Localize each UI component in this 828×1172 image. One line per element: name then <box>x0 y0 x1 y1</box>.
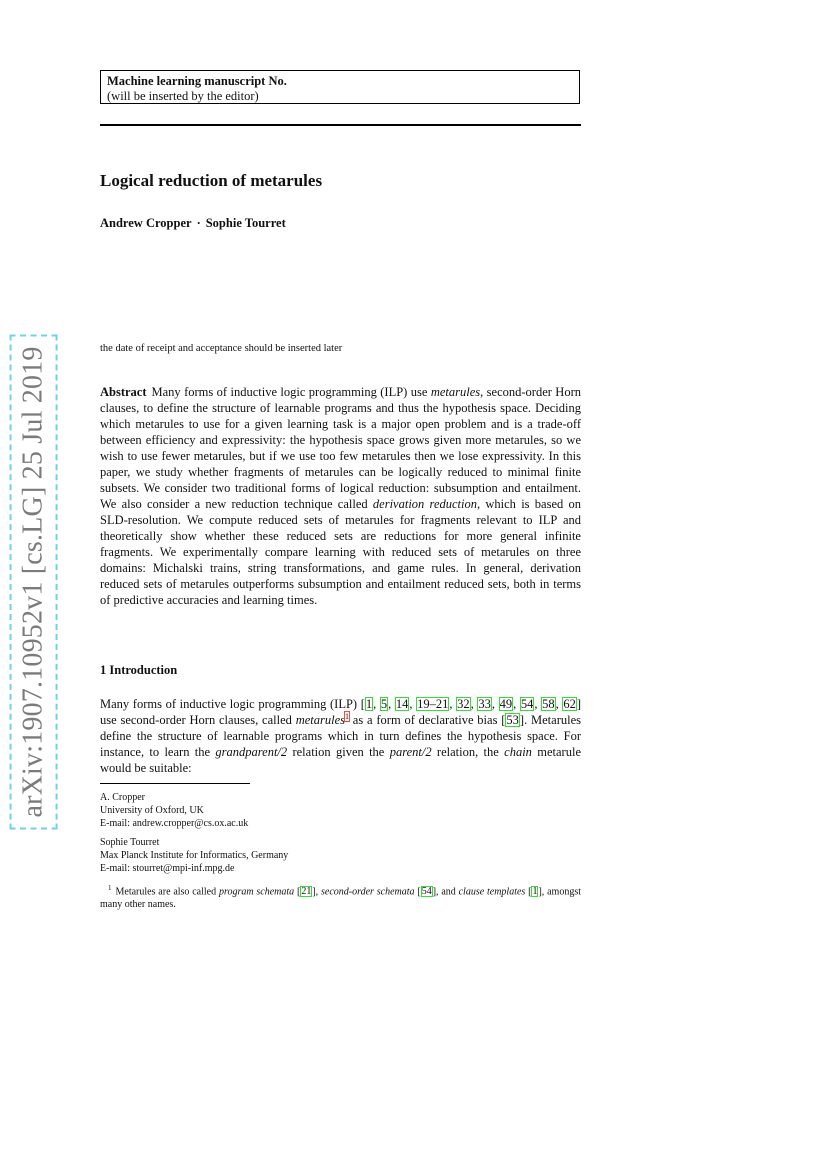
abstract-text-2: , second-order Horn clauses, to define the structure of learnable programs and thus the hypothesis space. Deciding which metarules to use for a given learning task is a major open problem and is a trade-off between efficiency and expressivity: the hypothesis space grows given more metarules, so we wish to use fewer metarules, but if we use too few metarules then we lose expressivity. In this paper, we study whether fragments of metarules can be logically reduced to minimal finite subsets. We consider two traditional forms of logical reduction: subsumption and entailment. We also consider a new reduction technique called <box>100 385 582 511</box>
author-list <box>100 216 286 231</box>
author-2: Sophie Tourret <box>205 216 286 230</box>
citation-link[interactable]: 54 <box>421 886 432 898</box>
author-separator: · <box>196 216 201 230</box>
abstract-em-2: derivation reduction <box>372 497 477 511</box>
intro-em-2: grandparent/2 <box>215 745 288 759</box>
intro-text-7: metarule would be suitable: <box>100 745 581 775</box>
footnote-em-1: program schemata <box>218 886 295 898</box>
citation-link[interactable]: 14 <box>395 697 409 711</box>
introduction-paragraph: Many forms of inductive logic programming (ILP) [1, 5, 14, 19–21, 32, 33, 49, 54, 58, 62] use second-order Horn clauses, called metarules$^1$ as a form of declarative bias [53]. Metarules define the structure of learnable programs which in turn defines the hypothesis space. For instance, to learn the grandparent/2 relation given the parent/2 relation, the chain metarule would be suitable: <box>100 697 582 775</box>
paper-title: Logical reduction of metarules <box>100 171 323 190</box>
citation-link[interactable]: 5 <box>380 697 388 711</box>
footnote-em-2: second-order schemata <box>320 886 415 898</box>
intro-em-3: parent/2 <box>389 745 432 759</box>
abstract-label: Abstract <box>100 385 147 399</box>
intro-text-2: ] use second-order Horn clauses, called <box>100 697 582 727</box>
affiliation-email: E-mail: stourret@mpi-inf.mpg.de <box>100 863 235 874</box>
footnote-em-3: clause templates <box>458 886 526 898</box>
citation-link[interactable]: 33 <box>478 697 491 711</box>
manuscript-line-1: Machine learning manuscript No. <box>107 74 287 88</box>
footnote-number: 1 <box>108 884 112 892</box>
footnote-text-2: , <box>315 886 321 898</box>
affiliation-2 <box>100 836 288 875</box>
author-1: Andrew Cropper <box>100 216 192 230</box>
footnote-text-3: , and <box>436 886 459 898</box>
citation-link[interactable]: 49 <box>499 697 513 711</box>
intro-em-4: chain <box>504 745 532 759</box>
citation-link[interactable]: 21 <box>301 886 312 898</box>
abstract-text-1: Many forms of inductive logic programming (ILP) use <box>151 385 431 399</box>
footnote-rule <box>100 783 250 784</box>
intro-em-1: metarules <box>295 713 345 727</box>
manuscript-box <box>100 70 580 104</box>
citation-link[interactable]: 62 <box>563 697 576 711</box>
citation-link[interactable]: 58 <box>542 697 555 711</box>
arxiv-identifier: arXiv:1907.10952v1 [cs.LG] 25 Jul 2019 <box>18 342 50 821</box>
citation-link[interactable]: 1 <box>365 697 373 711</box>
affiliation-name: A. Cropper <box>100 792 145 803</box>
citation-link[interactable]: 32 <box>457 697 470 711</box>
affiliation-1 <box>100 791 248 830</box>
citation-link[interactable]: 53 <box>506 713 519 727</box>
header-rule <box>100 124 581 126</box>
affiliation-org: Max Planck Institute for Informatics, Germany <box>100 850 289 861</box>
intro-text-4: ]. Metarules define the structure of learnable programs which in turn defines the hypothesis space. For instance, to learn the <box>100 713 581 759</box>
intro-text-1: Many forms of inductive logic programming (ILP) [ <box>100 697 365 711</box>
affiliation-name: Sophie Tourret <box>100 837 160 848</box>
manuscript-line-2: (will be inserted by the editor) <box>107 89 259 103</box>
intro-text-3: as a form of declarative bias [ <box>349 713 506 727</box>
receipt-note: the date of receipt and acceptance should be inserted later <box>100 343 343 354</box>
footnote-1: $^1$ Metarules are also called program schemata [21], second-order schemata [54], and clause templates [1], amongst many other names. <box>100 884 581 911</box>
section-heading-introduction: 1 Introduction <box>100 663 178 677</box>
footnote-marker-link[interactable]: 1 <box>345 711 349 721</box>
citation-link[interactable]: 1 <box>532 886 538 898</box>
abstract <box>100 384 581 608</box>
intro-text-6: relation, the <box>431 745 505 759</box>
footnote-text-4: , amongst many other names. <box>100 886 581 911</box>
footnote-text-1: Metarules are also called <box>115 886 219 898</box>
abstract-em-1: metarules <box>430 385 481 399</box>
citation-link[interactable]: 54 <box>520 697 534 711</box>
affiliation-org: University of Oxford, UK <box>100 805 204 816</box>
affiliation-email: E-mail: andrew.cropper@cs.ox.ac.uk <box>100 818 249 829</box>
arxiv-side-stamp <box>10 340 58 824</box>
citation-link[interactable]: 19–21 <box>417 697 449 711</box>
intro-text-5: relation given the <box>287 745 390 759</box>
abstract-text-3: , which is based on SLD-resolution. We compute reduced sets of metarules for fragments relevant to ILP and theoretically show whether these reduced sets are reductions for more general infinite fragments. We experimentally compare learning with reduced sets of metarules on three domains: Michalski trains, string transformations, and game rules. In general, derivation reduced sets of metarules outperforms subsumption and entailment reduced sets, both in terms of predictive accuracies and learning times. <box>100 497 582 607</box>
